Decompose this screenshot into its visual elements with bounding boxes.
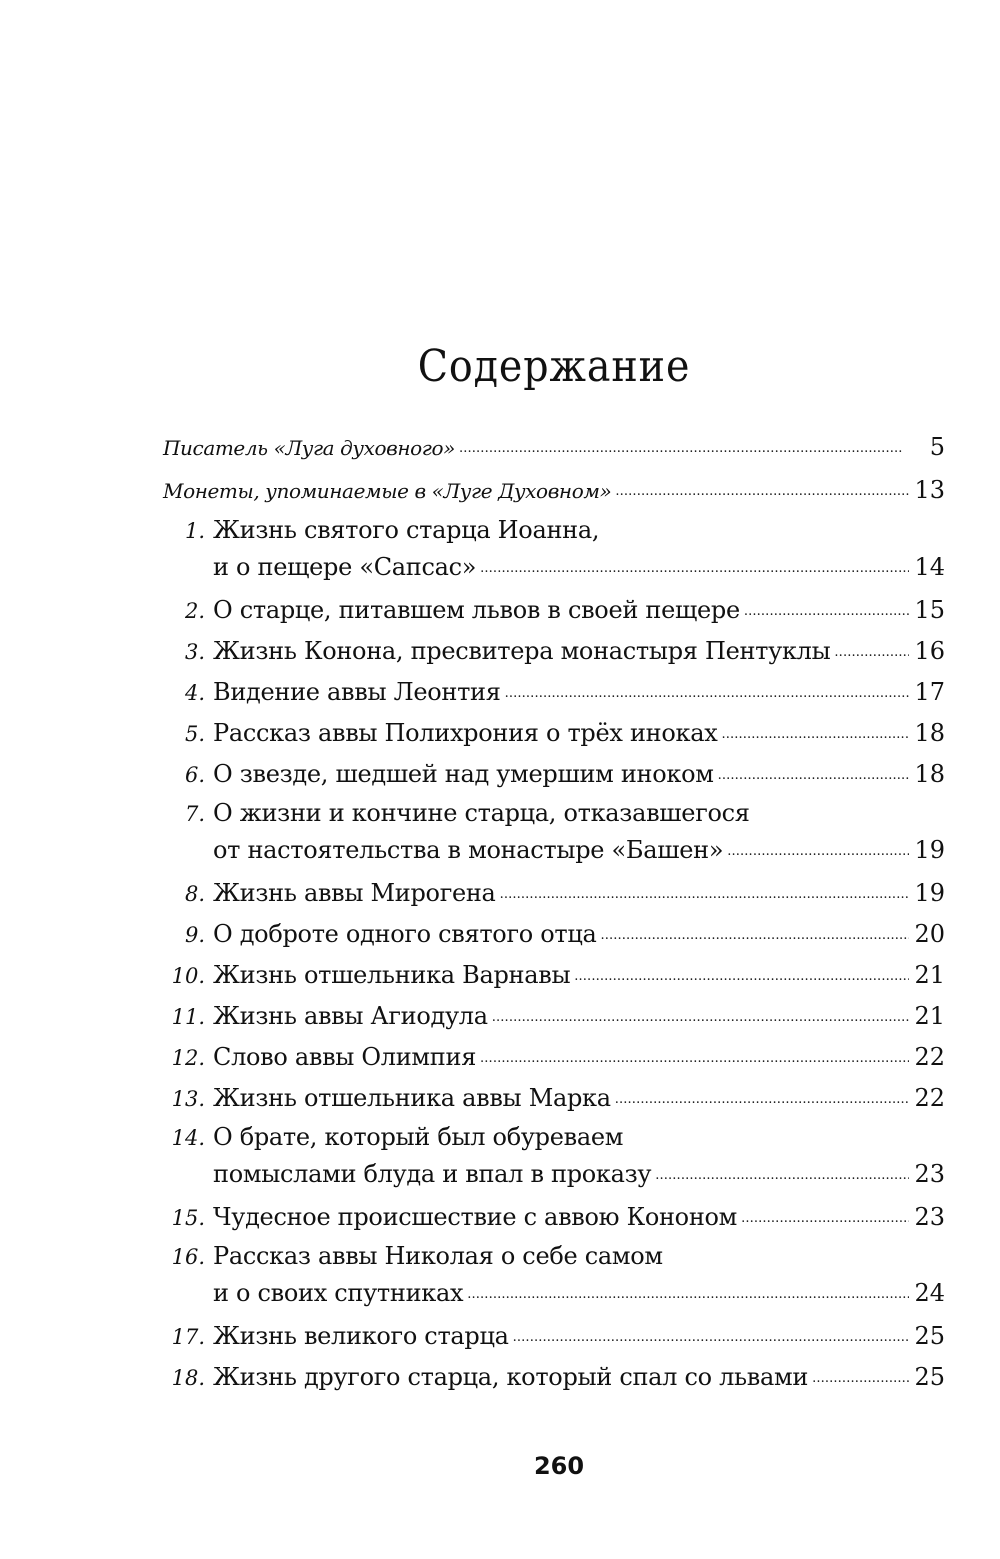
toc-entry-page: 15 [914,596,945,624]
toc-entry-chapter-10[interactable] [163,955,945,996]
toc-entry-chapter-13[interactable] [163,1078,945,1119]
toc-entry-chapter-18[interactable] [163,1357,945,1398]
toc-entry-title: О брате, который был обуреваем [213,1123,624,1151]
toc-entry-chapter-16[interactable] [163,1238,945,1312]
toc-entry-chapter-11[interactable] [163,996,945,1037]
page-title: Содержание [417,341,691,393]
chapter-number: 15. [171,1206,205,1230]
dot-leader [812,1365,909,1385]
dot-leader [615,1086,909,1106]
toc-entry-chapter-15[interactable] [163,1197,945,1238]
toc-entry-title: О жизни и кончине старца, отказавшегося [213,799,750,827]
toc-entry-chapter-5[interactable] [163,713,945,754]
toc-entry-page: 17 [914,678,945,706]
toc-entry-page: 20 [914,920,945,948]
toc-entry-coins[interactable] [163,469,945,512]
toc-entry-title: Жизнь другого старца, который спал со львами [213,1363,809,1391]
dot-leader [615,478,909,498]
toc-entry-page: 23 [914,1203,945,1231]
toc-entry-page: 24 [914,1279,945,1307]
toc-entry-page: 22 [914,1043,945,1071]
chapter-number: 1. [184,519,205,543]
toc-entry-chapter-7[interactable] [163,795,945,869]
chapter-number: 13. [171,1087,205,1111]
dot-leader [834,639,909,659]
toc-entry-chapter-17[interactable] [163,1316,945,1357]
chapter-number: 8. [184,882,205,906]
toc-entry-title: Жизнь святого старца Иоанна, [213,516,600,544]
dot-leader [513,1324,909,1344]
toc-entry-page: 21 [914,961,945,989]
toc-entry-title-continued: помыслами блуда и впал в проказу [213,1160,652,1188]
toc-entry-page: 16 [914,637,945,665]
chapter-number: 10. [171,964,205,988]
toc-entry-title: О доброте одного святого отца [213,920,597,948]
dot-leader [721,721,909,741]
chapter-number: 12. [171,1046,205,1070]
chapter-number: 16. [171,1245,205,1269]
chapter-number: 4. [184,681,205,705]
dot-leader [480,555,909,575]
toc-entry-chapter-8[interactable] [163,873,945,914]
toc-entry-title: Видение аввы Леонтия [213,678,501,706]
dot-leader [718,762,909,782]
toc-entry-page: 14 [914,553,945,581]
toc-entry-title-continued: от настоятельства в монастыре «Башен» [213,836,724,864]
toc-entry-chapter-6[interactable] [163,754,945,795]
chapter-number: 5. [184,722,205,746]
toc-entry-chapter-14[interactable] [163,1119,945,1193]
toc-entry-chapter-4[interactable] [163,672,945,713]
toc-entry-author[interactable] [163,426,945,469]
chapter-number: 3. [184,640,205,664]
toc-entry-page: 23 [914,1160,945,1188]
toc-entry-title: Рассказ аввы Полихрония о трёх иноках [213,719,718,747]
toc-entry-chapter-1[interactable] [163,512,945,586]
table-of-contents [163,426,945,1398]
dot-leader [500,881,909,901]
toc-entry-title: Жизнь великого старца [213,1322,509,1350]
toc-entry-page: 22 [914,1084,945,1112]
toc-entry-title: Рассказ аввы Николая о себе самом [213,1242,663,1270]
toc-entry-title: Жизнь аввы Мирогена [213,879,496,907]
toc-entry-page: 18 [914,760,945,788]
chapter-number: 14. [171,1126,205,1150]
toc-entry-title: О звезде, шедшей над умершим иноком [213,760,714,788]
toc-entry-title: Жизнь Конона, пресвитера монастыря Пентуклы [213,637,831,665]
toc-entry-title: Жизнь аввы Агиодула [213,1002,488,1030]
dot-leader [744,598,909,618]
toc-entry-page: 19 [914,836,945,864]
toc-entry-page: 25 [914,1322,945,1350]
dot-leader [492,1004,909,1024]
dot-leader [459,435,909,455]
toc-entry-title: О старце, питавшем львов в своей пещере [213,596,740,624]
dot-leader [505,680,909,700]
toc-entry-chapter-2[interactable] [163,590,945,631]
chapter-number: 18. [171,1366,205,1390]
chapter-number: 7. [184,802,205,826]
toc-entry-title-continued: и о пещере «Сапсас» [213,553,477,581]
toc-entry-title: Слово аввы Олимпия [213,1043,477,1071]
toc-entry-title: Жизнь отшельника аввы Марка [213,1084,611,1112]
toc-entry-page: 19 [914,879,945,907]
toc-entry-title: Чудесное происшествие с аввою Кононом [213,1203,738,1231]
toc-entry-chapter-3[interactable] [163,631,945,672]
toc-entry-title-continued: и о своих спутниках [213,1279,464,1307]
dot-leader [741,1205,909,1225]
dot-leader [727,838,909,858]
toc-entry-title: Монеты, упоминаемые в «Луге Духовном» [163,479,612,503]
toc-entry-page: 13 [914,476,945,504]
dot-leader [600,922,909,942]
toc-entry-chapter-12[interactable] [163,1037,945,1078]
toc-entry-page: 21 [914,1002,945,1030]
chapter-number: 11. [171,1005,205,1029]
toc-entry-chapter-9[interactable] [163,914,945,955]
chapter-number: 6. [184,763,205,787]
dot-leader [574,963,909,983]
chapter-number: 9. [184,923,205,947]
chapter-number: 2. [184,599,205,623]
dot-leader [467,1281,909,1301]
dot-leader [655,1162,909,1182]
page-number: 260 [533,1452,585,1480]
toc-entry-title: Жизнь отшельника Варнавы [213,961,571,989]
chapter-number: 17. [171,1325,205,1349]
toc-entry-page: 18 [914,719,945,747]
toc-entry-page: 25 [914,1363,945,1391]
toc-entry-title: Писатель «Луга духовного» [163,436,455,460]
dot-leader [480,1045,909,1065]
toc-entry-page: 5 [929,433,945,461]
